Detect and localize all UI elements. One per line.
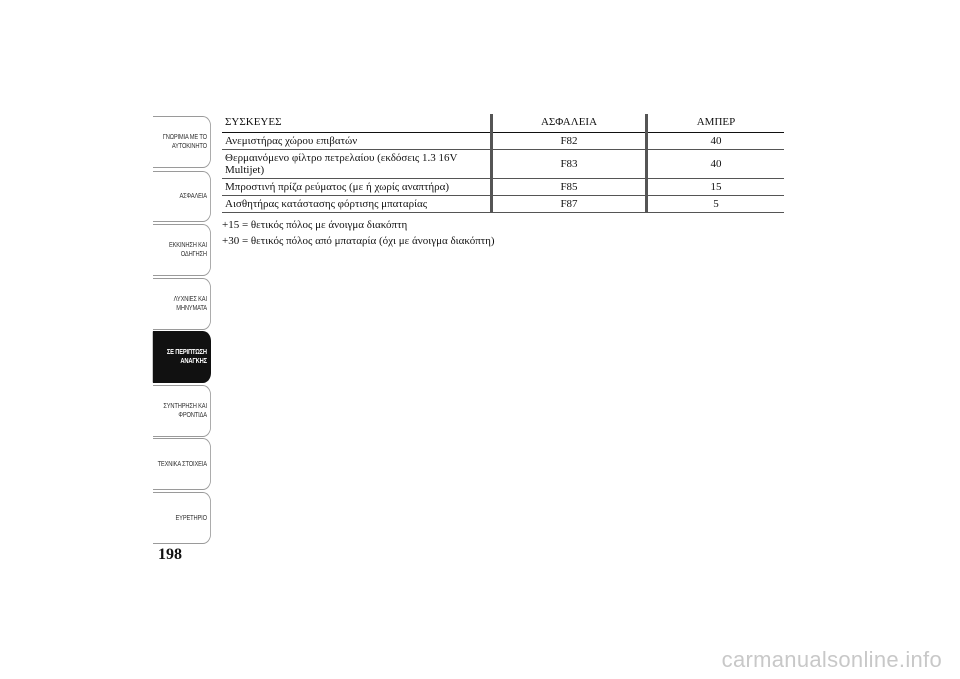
header-devices: ΣΥΣΚΕΥΕΣ bbox=[222, 114, 492, 133]
tab-maintenance[interactable] bbox=[153, 385, 211, 437]
tab-label: ΕΚΚΙΝΗΣΗ ΚΑΙ ΟΔΗΓΗΣΗ bbox=[168, 242, 207, 258]
page-number: 198 bbox=[158, 546, 182, 563]
tab-technical-data[interactable] bbox=[153, 438, 211, 490]
table-row bbox=[222, 133, 784, 150]
fuse-cell: F85 bbox=[492, 179, 647, 196]
footer-watermark: carmanualsonline.info bbox=[721, 647, 942, 672]
fuse-table bbox=[222, 114, 784, 213]
table-row bbox=[222, 179, 784, 196]
ampere-cell: 40 bbox=[647, 133, 785, 150]
device-cell: Ανεμιστήρας χώρου επιβατών bbox=[222, 133, 492, 150]
tab-warning-lights[interactable] bbox=[153, 278, 211, 330]
fuse-cell: F87 bbox=[492, 196, 647, 213]
ampere-cell: 15 bbox=[647, 179, 785, 196]
ampere-cell: 5 bbox=[647, 196, 785, 213]
fuse-cell: F83 bbox=[492, 150, 647, 179]
table-header-row bbox=[222, 114, 784, 133]
header-amperes: ΑΜΠΕΡ bbox=[647, 114, 785, 133]
fuse-cell: F82 bbox=[492, 133, 647, 150]
tab-label: ΑΣΦΑΛΕΙΑ bbox=[179, 193, 207, 200]
table-row bbox=[222, 196, 784, 213]
device-cell: Αισθητήρας κατάστασης φόρτισης μπαταρίας bbox=[222, 196, 492, 213]
tab-getting-to-know-car[interactable] bbox=[153, 116, 211, 168]
header-fuse: ΑΣΦΑΛΕΙΑ bbox=[492, 114, 647, 133]
table-row bbox=[222, 150, 784, 179]
note-line: +15 = θετικός πόλος με άνοιγμα διακόπτη bbox=[222, 219, 408, 231]
tab-label: ΣΥΝΤΗΡΗΣΗ ΚΑΙ ΦΡΟΝΤΙΔΑ bbox=[163, 403, 207, 419]
fuse-table-section bbox=[222, 114, 784, 249]
tab-label: ΛΥΧΝΙΕΣ ΚΑΙ ΜΗΝΥΜΑΤΑ bbox=[173, 296, 207, 312]
ampere-cell: 40 bbox=[647, 150, 785, 179]
notes bbox=[222, 217, 784, 249]
tab-index[interactable] bbox=[153, 492, 211, 544]
note-line: +30 = θετικός πόλος από μπαταρία (όχι με άνοιγμα διακόπτη) bbox=[222, 235, 495, 247]
tab-label: ΤΕΧΝΙΚΑ ΣΤΟΙΧΕΙΑ bbox=[157, 460, 207, 468]
tab-safety[interactable] bbox=[153, 171, 211, 222]
tab-label: ΣΕ ΠΕΡΙΠΤΩΣΗ ΑΝΑΓΚΗΣ bbox=[166, 349, 207, 365]
device-cell: Θερμαινόμενο φίλτρο πετρελαίου (εκδόσεις 1.3 16V Multijet) bbox=[222, 150, 492, 179]
tab-label: ΓΝΩΡΙΜΙΑ ΜΕ ΤΟ ΑΥΤΟΚΙΝΗΤΟ bbox=[162, 134, 207, 150]
device-cell: Μπροστινή πρίζα ρεύματος (με ή χωρίς αναπτήρα) bbox=[222, 179, 492, 196]
tab-starting-driving[interactable] bbox=[153, 224, 211, 276]
tab-emergency[interactable] bbox=[153, 331, 211, 383]
tab-label: ΕΥΡΕΤΗΡΙΟ bbox=[175, 514, 207, 522]
